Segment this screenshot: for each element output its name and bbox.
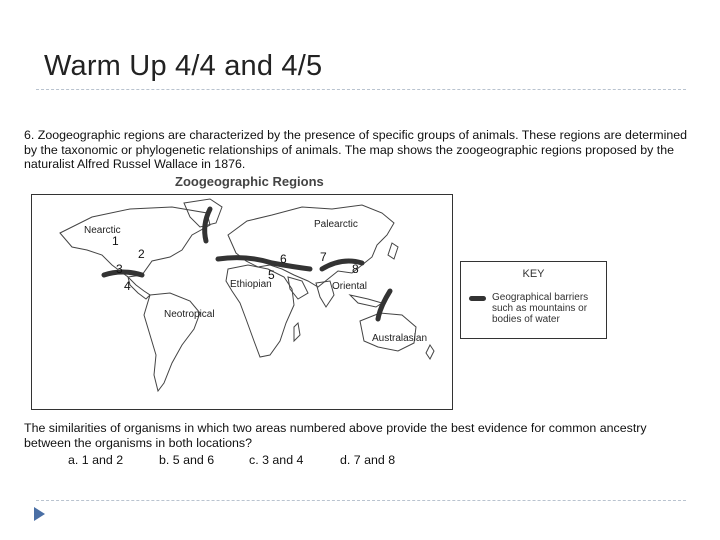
question-text: 6. Zoogeographic regions are characterized by the presence of specific groups of animals. These regions are determined by the taxonomic or phylogenetic relationships of animals. The map shows the zoogeographic regions proposed by the naturalist Alfred Russel Wallace in 1876. — [24, 128, 688, 171]
choice-b: b. 5 and 6 — [159, 453, 215, 467]
choice-c: c. 3 and 4 — [249, 453, 304, 467]
key-legend-text: Geographical barriers such as mountains or bodies of water — [492, 292, 589, 325]
world-map-drawing — [32, 195, 452, 409]
slide-bullet-icon — [34, 507, 45, 521]
madagascar-shape — [294, 323, 300, 341]
indonesia-shape — [350, 295, 382, 307]
region-label-ethiopian: Ethiopian — [230, 279, 272, 290]
central-america-shape — [128, 277, 150, 299]
region-label-oriental: Oriental — [332, 281, 368, 292]
slide-title: Warm Up 4/4 and 4/5 — [44, 50, 323, 82]
area-number-2: 2 — [138, 247, 145, 261]
title-divider — [36, 89, 686, 90]
south-america-shape — [144, 293, 200, 391]
japan-shape — [388, 243, 398, 259]
area-number-1: 1 — [112, 234, 119, 248]
eurasia-shape — [228, 205, 394, 287]
area-number-7: 7 — [320, 250, 327, 264]
map-title: Zoogeographic Regions — [175, 174, 324, 189]
barrier-line-sahara — [218, 258, 310, 269]
region-label-australasian: Australasian — [372, 333, 428, 344]
region-label-palearctic: Palearctic — [314, 219, 358, 230]
north-america-shape — [60, 207, 210, 277]
footer-divider — [36, 500, 686, 501]
question-stem: The similarities of organisms in which two areas numbered above provide the best evidence for common ancestry between the organisms in both locations? — [24, 421, 647, 450]
choice-a: a. 1 and 2 — [68, 453, 124, 467]
key-title: KEY — [522, 268, 545, 280]
region-label-neotropical: Neotropical — [164, 309, 215, 320]
barrier-line-central-america — [104, 272, 142, 275]
area-number-5: 5 — [268, 268, 275, 282]
region-label-nearctic: Nearctic — [84, 225, 121, 236]
area-number-6: 6 — [280, 252, 287, 266]
zoogeographic-map — [31, 194, 453, 410]
area-number-4: 4 — [124, 279, 131, 293]
area-number-3: 3 — [116, 262, 123, 276]
area-number-8: 8 — [352, 262, 359, 276]
barrier-line-symbol — [469, 296, 486, 301]
map-key — [460, 261, 607, 339]
barrier-line-wallace — [378, 291, 390, 319]
new-zealand-shape — [426, 345, 434, 359]
australia-shape — [360, 313, 416, 351]
choice-d: d. 7 and 8 — [340, 453, 396, 467]
